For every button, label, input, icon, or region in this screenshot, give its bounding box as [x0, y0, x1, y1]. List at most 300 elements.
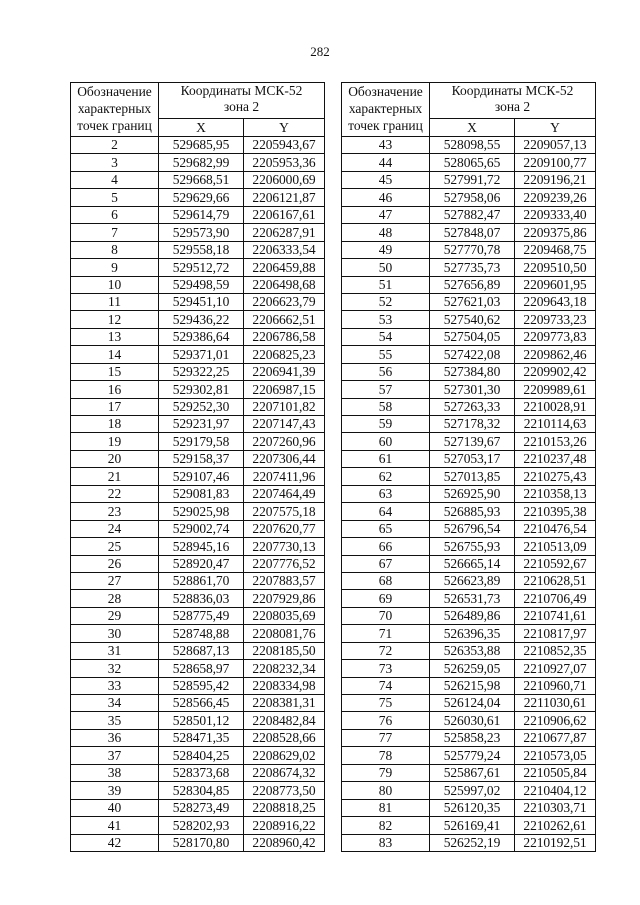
point-number-cell: 34 — [71, 695, 159, 712]
point-number-cell: 38 — [71, 764, 159, 781]
x-coordinate-cell: 527422,08 — [430, 346, 515, 363]
table-row — [342, 538, 596, 555]
point-number-cell: 70 — [342, 607, 430, 624]
point-number-cell: 46 — [342, 189, 430, 206]
point-number-cell: 56 — [342, 363, 430, 380]
table-row — [71, 259, 325, 276]
x-coordinate-cell: 529231,97 — [159, 416, 244, 433]
point-number-cell: 44 — [342, 154, 430, 171]
x-coordinate-cell: 529512,72 — [159, 259, 244, 276]
header-line: Координаты МСК-52 — [451, 83, 574, 98]
y-coordinate-cell: 2209733,23 — [515, 311, 596, 328]
y-coordinate-cell: 2208773,50 — [244, 782, 325, 799]
y-coordinate-cell: 2210275,43 — [515, 468, 596, 485]
y-coordinate-cell: 2208381,31 — [244, 695, 325, 712]
y-coordinate-cell: 2206786,58 — [244, 328, 325, 345]
y-coordinate-cell: 2210192,51 — [515, 834, 596, 851]
y-coordinate-cell: 2206287,91 — [244, 224, 325, 241]
x-coordinate-cell: 527770,78 — [430, 241, 515, 258]
point-number-cell: 33 — [71, 677, 159, 694]
page-number: 282 — [310, 44, 330, 59]
y-coordinate-cell: 2205953,36 — [244, 154, 325, 171]
point-number-cell: 68 — [342, 572, 430, 589]
y-coordinate-cell: 2209239,26 — [515, 189, 596, 206]
x-coordinate-cell: 526623,89 — [430, 572, 515, 589]
x-coordinate-cell: 529451,10 — [159, 293, 244, 310]
x-coordinate-cell: 528404,25 — [159, 747, 244, 764]
header-line: характерных — [348, 101, 423, 116]
x-coordinate-cell: 529682,99 — [159, 154, 244, 171]
table-row — [342, 450, 596, 467]
x-coordinate-cell: 527139,67 — [430, 433, 515, 450]
x-coordinate-cell: 528373,68 — [159, 764, 244, 781]
x-coordinate-cell: 527540,62 — [430, 311, 515, 328]
point-number-cell: 69 — [342, 590, 430, 607]
y-coordinate-cell: 2210852,35 — [515, 642, 596, 659]
y-coordinate-cell: 2208528,66 — [244, 729, 325, 746]
x-coordinate-cell: 528304,85 — [159, 782, 244, 799]
y-coordinate-cell: 2207306,44 — [244, 450, 325, 467]
table-row — [342, 154, 596, 171]
y-coordinate-cell: 2209057,13 — [515, 137, 596, 154]
y-coordinate-cell: 2208674,32 — [244, 764, 325, 781]
x-coordinate-cell: 527848,07 — [430, 224, 515, 241]
y-coordinate-cell: 2210513,09 — [515, 538, 596, 555]
y-coordinate-cell: 2210404,12 — [515, 782, 596, 799]
y-coordinate-cell: 2206662,51 — [244, 311, 325, 328]
y-coordinate-cell: 2210628,51 — [515, 572, 596, 589]
point-number-cell: 24 — [71, 520, 159, 537]
y-coordinate-cell: 2208185,50 — [244, 642, 325, 659]
point-number-cell: 21 — [71, 468, 159, 485]
table-row — [71, 503, 325, 520]
y-coordinate-cell: 2209862,46 — [515, 346, 596, 363]
table-row — [342, 677, 596, 694]
x-coordinate-cell: 525867,61 — [430, 764, 515, 781]
table-row — [71, 154, 325, 171]
header-line: Обозначение — [77, 84, 152, 99]
y-coordinate-cell: 2210358,13 — [515, 485, 596, 502]
x-coordinate-cell: 527991,72 — [430, 171, 515, 188]
point-number-cell: 13 — [71, 328, 159, 345]
table-row — [342, 782, 596, 799]
table-row — [71, 695, 325, 712]
x-coordinate-cell: 527504,05 — [430, 328, 515, 345]
x-coordinate-cell: 526169,41 — [430, 817, 515, 834]
point-number-cell: 12 — [71, 311, 159, 328]
table-row — [342, 398, 596, 415]
x-coordinate-cell: 528273,49 — [159, 799, 244, 816]
x-coordinate-cell: 526925,90 — [430, 485, 515, 502]
x-coordinate-cell: 529081,83 — [159, 485, 244, 502]
x-coordinate-cell: 529436,22 — [159, 311, 244, 328]
y-coordinate-cell: 2208960,42 — [244, 834, 325, 851]
point-number-cell: 26 — [71, 555, 159, 572]
point-number-cell: 15 — [71, 363, 159, 380]
x-coordinate-cell: 528566,45 — [159, 695, 244, 712]
header-line: Обозначение — [348, 84, 423, 99]
x-coordinate-cell: 528836,03 — [159, 590, 244, 607]
x-coordinate-cell: 528065,65 — [430, 154, 515, 171]
x-coordinate-cell: 529685,95 — [159, 137, 244, 154]
y-coordinate-cell: 2206333,54 — [244, 241, 325, 258]
x-coordinate-cell: 528687,13 — [159, 642, 244, 659]
point-number-cell: 71 — [342, 625, 430, 642]
x-coordinate-cell: 528170,80 — [159, 834, 244, 851]
point-number-cell: 39 — [71, 782, 159, 799]
y-coordinate-cell: 2210395,38 — [515, 503, 596, 520]
y-coordinate-cell: 2207464,49 — [244, 485, 325, 502]
x-coordinate-cell: 526665,14 — [430, 555, 515, 572]
y-coordinate-cell: 2207260,96 — [244, 433, 325, 450]
y-coordinate-cell: 2207411,96 — [244, 468, 325, 485]
table-row — [342, 416, 596, 433]
y-coordinate-cell: 2207929,86 — [244, 590, 325, 607]
point-number-cell: 32 — [71, 660, 159, 677]
point-number-cell: 66 — [342, 538, 430, 555]
y-coordinate-cell: 2206825,23 — [244, 346, 325, 363]
table-row — [342, 346, 596, 363]
table-row — [342, 433, 596, 450]
point-number-cell: 55 — [342, 346, 430, 363]
table-row — [342, 276, 596, 293]
table-row — [71, 555, 325, 572]
point-number-cell: 78 — [342, 747, 430, 764]
point-number-cell: 4 — [71, 171, 159, 188]
x-coordinate-cell: 526531,73 — [430, 590, 515, 607]
table-row — [71, 642, 325, 659]
table-row — [71, 276, 325, 293]
point-number-cell: 29 — [71, 607, 159, 624]
y-coordinate-cell: 2210476,54 — [515, 520, 596, 537]
point-number-cell: 53 — [342, 311, 430, 328]
table-row — [71, 137, 325, 154]
coordinates-table-left — [70, 82, 325, 852]
point-label-header — [71, 83, 159, 137]
table-row — [342, 729, 596, 746]
y-coordinate-cell: 2210505,84 — [515, 764, 596, 781]
point-number-cell: 45 — [342, 171, 430, 188]
point-number-cell: 62 — [342, 468, 430, 485]
x-coordinate-cell: 529179,58 — [159, 433, 244, 450]
table-row — [71, 224, 325, 241]
y-coordinate-cell: 2210592,67 — [515, 555, 596, 572]
coordinates-header — [430, 83, 596, 119]
x-coordinate-cell: 528775,49 — [159, 607, 244, 624]
point-number-cell: 23 — [71, 503, 159, 520]
point-number-cell: 73 — [342, 660, 430, 677]
x-coordinate-cell: 529252,30 — [159, 398, 244, 415]
x-coordinate-cell: 529002,74 — [159, 520, 244, 537]
table-row — [71, 817, 325, 834]
x-coordinate-cell: 526124,04 — [430, 695, 515, 712]
x-coordinate-cell: 528861,70 — [159, 572, 244, 589]
table-row — [71, 747, 325, 764]
table-row — [342, 503, 596, 520]
point-number-cell: 30 — [71, 625, 159, 642]
point-number-cell: 48 — [342, 224, 430, 241]
x-coordinate-cell: 527621,03 — [430, 293, 515, 310]
point-number-cell: 65 — [342, 520, 430, 537]
y-coordinate-cell: 2208334,98 — [244, 677, 325, 694]
x-coordinate-cell: 528945,16 — [159, 538, 244, 555]
y-coordinate-cell: 2211030,61 — [515, 695, 596, 712]
table-row — [71, 398, 325, 415]
point-number-cell: 25 — [71, 538, 159, 555]
y-coordinate-cell: 2207620,77 — [244, 520, 325, 537]
table-row — [71, 416, 325, 433]
table-row — [71, 520, 325, 537]
table-row — [342, 137, 596, 154]
y-coordinate-cell: 2210677,87 — [515, 729, 596, 746]
point-number-cell: 50 — [342, 259, 430, 276]
x-coordinate-cell: 527882,47 — [430, 206, 515, 223]
x-coordinate-cell: 528920,47 — [159, 555, 244, 572]
point-number-cell: 52 — [342, 293, 430, 310]
point-number-cell: 49 — [342, 241, 430, 258]
point-number-cell: 61 — [342, 450, 430, 467]
y-coordinate-cell: 2210927,07 — [515, 660, 596, 677]
table-row — [342, 625, 596, 642]
table-body — [342, 137, 596, 852]
point-number-cell: 67 — [342, 555, 430, 572]
table-row — [71, 729, 325, 746]
header-line: точек границ — [77, 118, 152, 133]
point-number-cell: 20 — [71, 450, 159, 467]
table-row — [71, 363, 325, 380]
y-coordinate-cell: 2206987,15 — [244, 381, 325, 398]
table-row — [71, 764, 325, 781]
y-coordinate-cell: 2210114,63 — [515, 416, 596, 433]
y-header: Y — [515, 119, 596, 137]
y-coordinate-cell: 2209989,61 — [515, 381, 596, 398]
point-number-cell: 57 — [342, 381, 430, 398]
x-coordinate-cell: 526396,35 — [430, 625, 515, 642]
x-coordinate-cell: 529322,25 — [159, 363, 244, 380]
point-number-cell: 10 — [71, 276, 159, 293]
x-header: X — [430, 119, 515, 137]
x-coordinate-cell: 526353,88 — [430, 642, 515, 659]
y-coordinate-cell: 2207575,18 — [244, 503, 325, 520]
table-row — [71, 293, 325, 310]
table-row — [71, 712, 325, 729]
point-number-cell: 9 — [71, 259, 159, 276]
point-number-cell: 27 — [71, 572, 159, 589]
y-coordinate-cell: 2210028,91 — [515, 398, 596, 415]
table-row — [71, 450, 325, 467]
table-row — [71, 381, 325, 398]
table-row — [71, 572, 325, 589]
table-row — [71, 590, 325, 607]
point-label-header — [342, 83, 430, 137]
point-number-cell: 35 — [71, 712, 159, 729]
x-coordinate-cell: 529614,79 — [159, 206, 244, 223]
point-number-cell: 37 — [71, 747, 159, 764]
x-coordinate-cell: 526259,05 — [430, 660, 515, 677]
x-coordinate-cell: 525858,23 — [430, 729, 515, 746]
y-coordinate-cell: 2209601,95 — [515, 276, 596, 293]
table-body — [71, 137, 325, 852]
table-row — [342, 799, 596, 816]
table-row — [71, 433, 325, 450]
x-coordinate-cell: 529386,64 — [159, 328, 244, 345]
y-coordinate-cell: 2207101,82 — [244, 398, 325, 415]
point-number-cell: 16 — [71, 381, 159, 398]
x-coordinate-cell: 528202,93 — [159, 817, 244, 834]
point-number-cell: 54 — [342, 328, 430, 345]
table-row — [342, 660, 596, 677]
table-row — [342, 764, 596, 781]
point-number-cell: 77 — [342, 729, 430, 746]
table-row — [342, 206, 596, 223]
table-row — [71, 171, 325, 188]
table-row — [71, 346, 325, 363]
x-coordinate-cell: 529573,90 — [159, 224, 244, 241]
point-number-cell: 59 — [342, 416, 430, 433]
table-row — [342, 189, 596, 206]
table-row — [342, 712, 596, 729]
y-coordinate-cell: 2208035,69 — [244, 607, 325, 624]
y-coordinate-cell: 2206121,87 — [244, 189, 325, 206]
point-number-cell: 5 — [71, 189, 159, 206]
table-row — [342, 171, 596, 188]
table-row — [342, 834, 596, 851]
y-coordinate-cell: 2210573,05 — [515, 747, 596, 764]
point-number-cell: 2 — [71, 137, 159, 154]
table-row — [342, 590, 596, 607]
point-number-cell: 17 — [71, 398, 159, 415]
x-coordinate-cell: 526030,61 — [430, 712, 515, 729]
y-coordinate-cell: 2207776,52 — [244, 555, 325, 572]
point-number-cell: 6 — [71, 206, 159, 223]
point-number-cell: 79 — [342, 764, 430, 781]
y-coordinate-cell: 2210153,26 — [515, 433, 596, 450]
table-row — [71, 206, 325, 223]
table-row — [342, 293, 596, 310]
x-coordinate-cell: 528658,97 — [159, 660, 244, 677]
x-coordinate-cell: 529498,59 — [159, 276, 244, 293]
table-row — [71, 241, 325, 258]
y-coordinate-cell: 2208482,84 — [244, 712, 325, 729]
x-coordinate-cell: 527735,73 — [430, 259, 515, 276]
x-coordinate-cell: 528501,12 — [159, 712, 244, 729]
table-row — [342, 607, 596, 624]
table-row — [342, 572, 596, 589]
point-number-cell: 42 — [71, 834, 159, 851]
y-coordinate-cell: 2210303,71 — [515, 799, 596, 816]
y-coordinate-cell: 2206498,68 — [244, 276, 325, 293]
x-coordinate-cell: 529107,46 — [159, 468, 244, 485]
coordinates-table-right — [341, 82, 596, 852]
table-row — [342, 555, 596, 572]
table-row — [342, 311, 596, 328]
point-number-cell: 40 — [71, 799, 159, 816]
table-row — [71, 625, 325, 642]
header-line: характерных — [77, 101, 152, 116]
y-coordinate-cell: 2209196,21 — [515, 171, 596, 188]
table-row — [71, 328, 325, 345]
x-coordinate-cell: 529629,66 — [159, 189, 244, 206]
x-coordinate-cell: 529025,98 — [159, 503, 244, 520]
point-number-cell: 81 — [342, 799, 430, 816]
y-coordinate-cell: 2210960,71 — [515, 677, 596, 694]
y-coordinate-cell: 2210706,49 — [515, 590, 596, 607]
y-coordinate-cell: 2209333,40 — [515, 206, 596, 223]
table-row — [342, 817, 596, 834]
x-coordinate-cell: 526120,35 — [430, 799, 515, 816]
y-coordinate-cell: 2210262,61 — [515, 817, 596, 834]
y-coordinate-cell: 2210237,48 — [515, 450, 596, 467]
point-number-cell: 64 — [342, 503, 430, 520]
table-row — [71, 660, 325, 677]
x-coordinate-cell: 525779,24 — [430, 747, 515, 764]
x-coordinate-cell: 526885,93 — [430, 503, 515, 520]
y-coordinate-cell: 2209375,86 — [515, 224, 596, 241]
point-number-cell: 3 — [71, 154, 159, 171]
table-row — [71, 538, 325, 555]
table-row — [342, 485, 596, 502]
x-coordinate-cell: 527053,17 — [430, 450, 515, 467]
x-coordinate-cell: 527178,32 — [430, 416, 515, 433]
x-coordinate-cell: 529302,81 — [159, 381, 244, 398]
point-number-cell: 82 — [342, 817, 430, 834]
x-coordinate-cell: 529668,51 — [159, 171, 244, 188]
point-number-cell: 80 — [342, 782, 430, 799]
table-row — [342, 328, 596, 345]
y-coordinate-cell: 2209643,18 — [515, 293, 596, 310]
y-coordinate-cell: 2209510,50 — [515, 259, 596, 276]
point-number-cell: 51 — [342, 276, 430, 293]
header-line: зона 2 — [223, 99, 260, 114]
point-number-cell: 83 — [342, 834, 430, 851]
point-number-cell: 8 — [71, 241, 159, 258]
y-coordinate-cell: 2209902,42 — [515, 363, 596, 380]
table-row — [342, 747, 596, 764]
header-line: Координаты МСК-52 — [180, 83, 303, 98]
point-number-cell: 63 — [342, 485, 430, 502]
table-row — [342, 642, 596, 659]
y-coordinate-cell: 2208232,34 — [244, 660, 325, 677]
header-line: точек границ — [348, 118, 423, 133]
y-coordinate-cell: 2209100,77 — [515, 154, 596, 171]
point-number-cell: 72 — [342, 642, 430, 659]
point-number-cell: 7 — [71, 224, 159, 241]
x-coordinate-cell: 528595,42 — [159, 677, 244, 694]
point-number-cell: 19 — [71, 433, 159, 450]
x-coordinate-cell: 526252,19 — [430, 834, 515, 851]
y-header: Y — [244, 119, 325, 137]
x-coordinate-cell: 528098,55 — [430, 137, 515, 154]
table-row — [342, 241, 596, 258]
point-number-cell: 75 — [342, 695, 430, 712]
y-coordinate-cell: 2208818,25 — [244, 799, 325, 816]
table-row — [71, 485, 325, 502]
x-coordinate-cell: 526215,98 — [430, 677, 515, 694]
x-coordinate-cell: 529371,01 — [159, 346, 244, 363]
y-coordinate-cell: 2206000,69 — [244, 171, 325, 188]
y-coordinate-cell: 2208081,76 — [244, 625, 325, 642]
y-coordinate-cell: 2206167,61 — [244, 206, 325, 223]
y-coordinate-cell: 2206941,39 — [244, 363, 325, 380]
point-number-cell: 47 — [342, 206, 430, 223]
y-coordinate-cell: 2210817,97 — [515, 625, 596, 642]
table-row — [342, 381, 596, 398]
x-coordinate-cell: 529558,18 — [159, 241, 244, 258]
x-coordinate-cell: 529158,37 — [159, 450, 244, 467]
y-coordinate-cell: 2205943,67 — [244, 137, 325, 154]
point-number-cell: 18 — [71, 416, 159, 433]
table-row — [342, 695, 596, 712]
